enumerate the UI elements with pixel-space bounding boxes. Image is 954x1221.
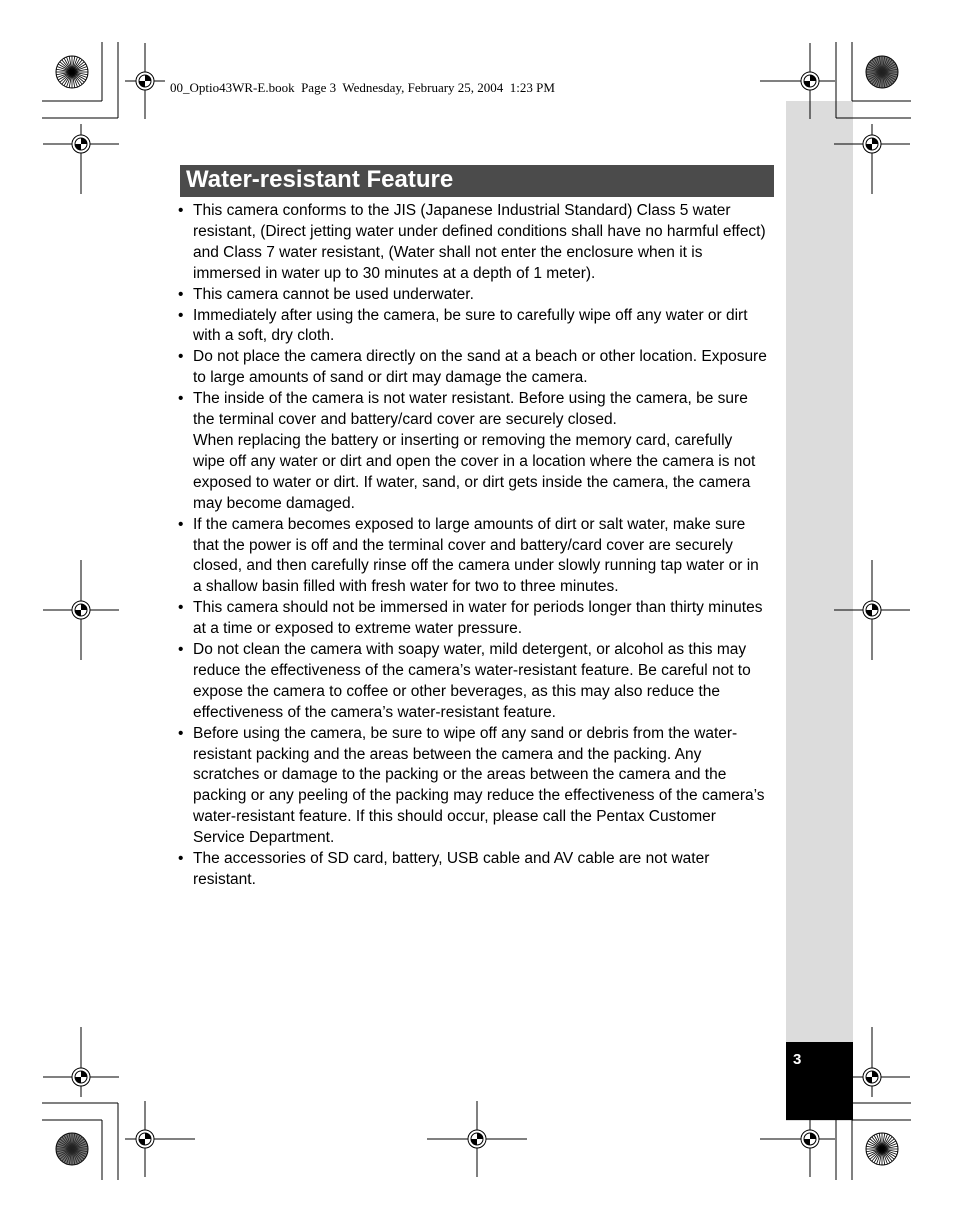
bullet-text-line: The accessories of SD card, battery, USB cable and AV cable are not water: [193, 850, 710, 868]
bullet-dot: •: [178, 724, 184, 742]
bullet-dot: •: [178, 850, 184, 868]
bullet-text-line: The inside of the camera is not water resistant. Before using the camera, be sure: [193, 390, 748, 408]
bullet-text-line: resistant packing and the areas between the camera and the packing. Any: [193, 745, 702, 763]
bullet-dot: •: [178, 202, 184, 219]
bullet-dot: •: [178, 641, 184, 659]
bullet-text-line: scratches or damage to the packing or the areas between the camera and the: [193, 766, 727, 784]
color-wheel-icon: [56, 56, 88, 88]
bullet-dot: •: [178, 348, 184, 366]
print-job-header: 00_Optio43WR-E.book Page 3 Wednesday, February 25, 2004 1:23 PM: [170, 80, 555, 95]
bullet-text-line: resistant.: [193, 871, 256, 888]
bullet-text-line: Immediately after using the camera, be sure to carefully wipe off any water or dirt: [193, 306, 748, 324]
bullet-text-line: a shallow basin filled with fresh water for two to three minutes.: [193, 578, 619, 596]
color-wheel-icon: [866, 1133, 898, 1165]
bullet-dot: •: [178, 306, 184, 324]
bullet-text-line: closed, and then carefully rinse off the camera under slowly running tap water or in: [193, 557, 759, 575]
bullet-dot: •: [178, 390, 184, 408]
page-number: 3: [793, 1051, 802, 1068]
bullet-text-line: exposed to water or dirt. If water, sand, or dirt gets inside the camera, the camera: [193, 473, 751, 491]
bullet-text-line: This camera conforms to the JIS (Japanese Industrial Standard) Class 5 water: [193, 202, 731, 219]
bullet-text-line: This camera cannot be used underwater.: [193, 285, 474, 303]
bullet-text-line: reduce the effectiveness of the camera’s water-resistant feature. Be careful not to: [193, 661, 751, 679]
bullet-dot: •: [178, 599, 184, 617]
bullet-text-line: packing or any peeling of the packing may reduce the effectiveness of the camera’s: [193, 787, 765, 805]
bullet-text-line: If the camera becomes exposed to large amounts of dirt or salt water, make sure: [193, 515, 746, 533]
bullet-text-line: effectiveness of the camera’s water-resistant feature.: [193, 703, 556, 721]
registration-mark-icon: [43, 43, 910, 1177]
bullet-text-line: water-resistant feature. If this should occur, please call the Pentax Customer: [193, 808, 716, 826]
section-title: Water-resistant Feature: [180, 165, 774, 197]
bullet-text-line: Do not place the camera directly on the sand at a beach or other location. Exposure: [193, 348, 767, 366]
bullet-text-line: This camera should not be immersed in water for periods longer than thirty minutes: [193, 599, 763, 617]
bullet-dot: •: [178, 515, 184, 533]
bullet-text-line: Before using the camera, be sure to wipe off any sand or debris from the water-: [193, 724, 738, 742]
bullet-text-line: the terminal cover and battery/card cover are securely closed.: [193, 411, 617, 429]
color-wheel-icon: [56, 56, 898, 1165]
bullet-text-line: and Class 7 water resistant, (Water shall not enter the enclosure when it is: [193, 243, 703, 261]
bullet-text-line: to large amounts of sand or dirt may damage the camera.: [193, 369, 588, 387]
bullet-text-line: with a soft, dry cloth.: [193, 327, 335, 345]
bullet-text-line: resistant, (Direct jetting water under defined conditions shall have no harmful effect): [193, 222, 766, 240]
bullet-text-line: may become damaged.: [193, 494, 355, 512]
bullet-text-line: wipe off any water or dirt and open the cover in a location where the camera is not: [193, 452, 756, 470]
bullet-text-line: that the power is off and the terminal cover and battery/card cover are securely: [193, 536, 733, 554]
bullet-text-line: Service Department.: [193, 829, 335, 847]
bullet-text-line: Do not clean the camera with soapy water, mild detergent, or alcohol as this may: [193, 641, 747, 659]
color-wheel-icon: [866, 56, 898, 88]
color-wheel-icon: [56, 1133, 88, 1165]
bullet-text-line: at a time or exposed to extreme water pressure.: [193, 620, 523, 638]
bullet-dot: •: [178, 285, 184, 303]
bullet-text-line: immersed in water up to 30 minutes at a depth of 1 meter).: [193, 264, 596, 282]
bullet-text-line: When replacing the battery or inserting or removing the memory card, carefully: [193, 431, 733, 449]
bullet-text-line: expose the camera to coffee or other beverages, as this may also reduce the: [193, 682, 721, 700]
